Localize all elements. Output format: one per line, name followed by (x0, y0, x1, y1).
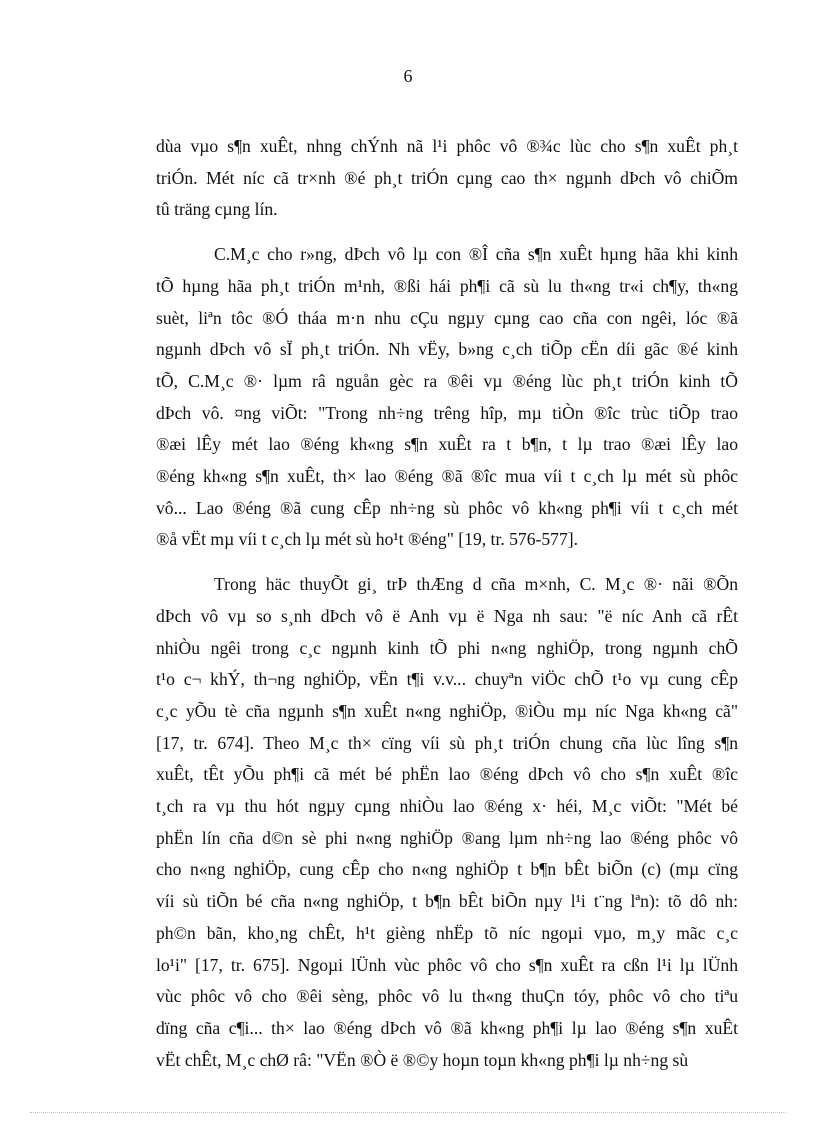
text-line: vËt chÊt, M¸c chØ râ: "VËn ®Ò ë ®©y hoµn toµn kh«ng ph¶i lµ nh÷ng sù (156, 1049, 689, 1070)
text-line: [17, tr. 674]. Theo M¸c th× cïng víi sù ph¸t triÓn chung cña lùc lîng s¶n (156, 732, 738, 753)
text-line: triÓn. Mét níc cã tr×nh ®é ph¸t triÓn cµng cao th× ngµnh dÞch vô chiÕm (156, 167, 738, 188)
paragraph (156, 569, 738, 1076)
text-line: Trong häc thuyÕt gi¸ trÞ thÆng d cña m×nh, C. M¸c ®· nãi ®Õn (214, 574, 738, 595)
text-line: t¸ch ra vµ thu hót ngµy cµng nhiÒu lao ®éng x· héi, M¸c viÕt: "Mét bé (156, 796, 738, 817)
page-bottom-rule (30, 1112, 786, 1113)
text-line: tÕ, C.M¸c ®· lµm râ nguån gèc ra ®êi vµ ®éng lùc ph¸t triÓn kinh tÕ (156, 370, 738, 391)
text-line: ®æi lÊy mét lao ®éng kh«ng s¶n xuÊt ra t b¶n, t lµ trao ®æi lÊy lao (156, 434, 738, 455)
text-line: ngµnh dÞch vô sÏ ph¸t triÓn. Nh vËy, b»ng c¸ch tiÕp cËn díi gãc ®é kinh (156, 339, 738, 360)
text-line: vùc phôc vô cho ®êi sèng, phôc vô lu th«ng thuÇn tóy, phôc vô cho tiªu (156, 986, 738, 1007)
text-line: ®éng kh«ng s¶n xuÊt, th× lao ®éng ®ã ®îc mua víi t c¸ch lµ mét sù phôc (156, 466, 738, 487)
document-body (156, 131, 738, 1076)
text-line: dÞch vô vµ so s¸nh dÞch vô ë Anh vµ ë Nga nh sau: "ë níc Anh cã rÊt (156, 605, 738, 626)
text-line: ®å vËt mµ víi t c¸ch lµ mét sù ho¹t ®éng" [19, tr. 576-577]. (156, 529, 579, 550)
paragraph (156, 131, 738, 226)
text-line: dïng cña c¶i... th× lao ®éng dÞch vô ®ã kh«ng ph¶i lµ lao ®éng s¶n xuÊt (156, 1017, 738, 1038)
text-line: t¹o c¬ khÝ, th¬ng nghiÖp, vËn t¶i v.v... chuyªn viÖc chÕ t¹o vµ cung cÊp (156, 669, 738, 690)
text-line: C.M¸c cho r»ng, dÞch vô lµ con ®Î cña s¶n xuÊt hµng hãa khi kinh (214, 244, 738, 265)
text-line: c¸c yÕu tè cña ngµnh s¶n xuÊt n«ng nghiÖp, ®iÒu mµ níc Nga kh«ng cã" (156, 700, 738, 721)
text-line: ph©n bãn, kho¸ng chÊt, h¹t gièng nhËp tõ níc ngoµi vµo, m¸y mãc c¸c (156, 922, 738, 943)
text-line: vô... Lao ®éng ®ã cung cÊp nh÷ng sù phôc vô kh«ng ph¶i víi t c¸ch mét (156, 497, 738, 518)
paragraph-gap (156, 226, 738, 239)
text-line: tÕ hµng hãa ph¸t triÓn m¹nh, ®ßi hái ph¶i cã sù lu th«ng tr«i ch¶y, th«ng (156, 275, 738, 296)
paragraph (156, 239, 738, 556)
page-number: 6 (403, 66, 413, 86)
text-line: phËn lín cña d©n sè phi n«ng nghiÖp ®ang lµm nh÷ng lao ®éng phôc vô (156, 827, 738, 848)
text-line: víi sù tiÕn bé cña n«ng nghiÖp, t b¶n bÊt biÕn nµy l¹i t¨ng lªn): tõ dô nh: (156, 891, 738, 912)
text-line: nhiÒu ngêi trong c¸c ngµnh kinh tÕ phi n«ng nghiÖp, trong ngµnh chÕ (156, 637, 738, 658)
text-line: xuÊt, tÊt yÕu ph¶i cã mét bé phËn lao ®éng dÞch vô cho s¶n xuÊt ®îc (156, 764, 738, 785)
paragraph-gap (156, 556, 738, 569)
text-line: lo¹i" [17, tr. 675]. Ngoµi lÜnh vùc phôc vô cho s¶n xuÊt ra cßn l¹i lµ lÜnh (156, 954, 738, 975)
text-line: dùa vµo s¶n xuÊt, nhng chÝnh nã l¹i phôc vô ®¾c lùc cho s¶n xuÊt ph¸t (156, 136, 738, 156)
text-line: suèt, liªn tôc ®Ó tháa m·n nhu cÇu ngµy cµng cao cña con ngêi, lóc ®ã (156, 307, 738, 328)
text-line: tû träng cµng lín. (156, 199, 278, 220)
text-line: cho n«ng nghiÖp, cung cÊp cho n«ng nghiÖp t b¶n bÊt biÕn (c) (mµ cïng (156, 859, 738, 880)
text-line: dÞch vô. ¤ng viÕt: "Trong nh÷ng trêng hîp, mµ tiÒn ®îc trùc tiÕp trao (156, 402, 738, 423)
